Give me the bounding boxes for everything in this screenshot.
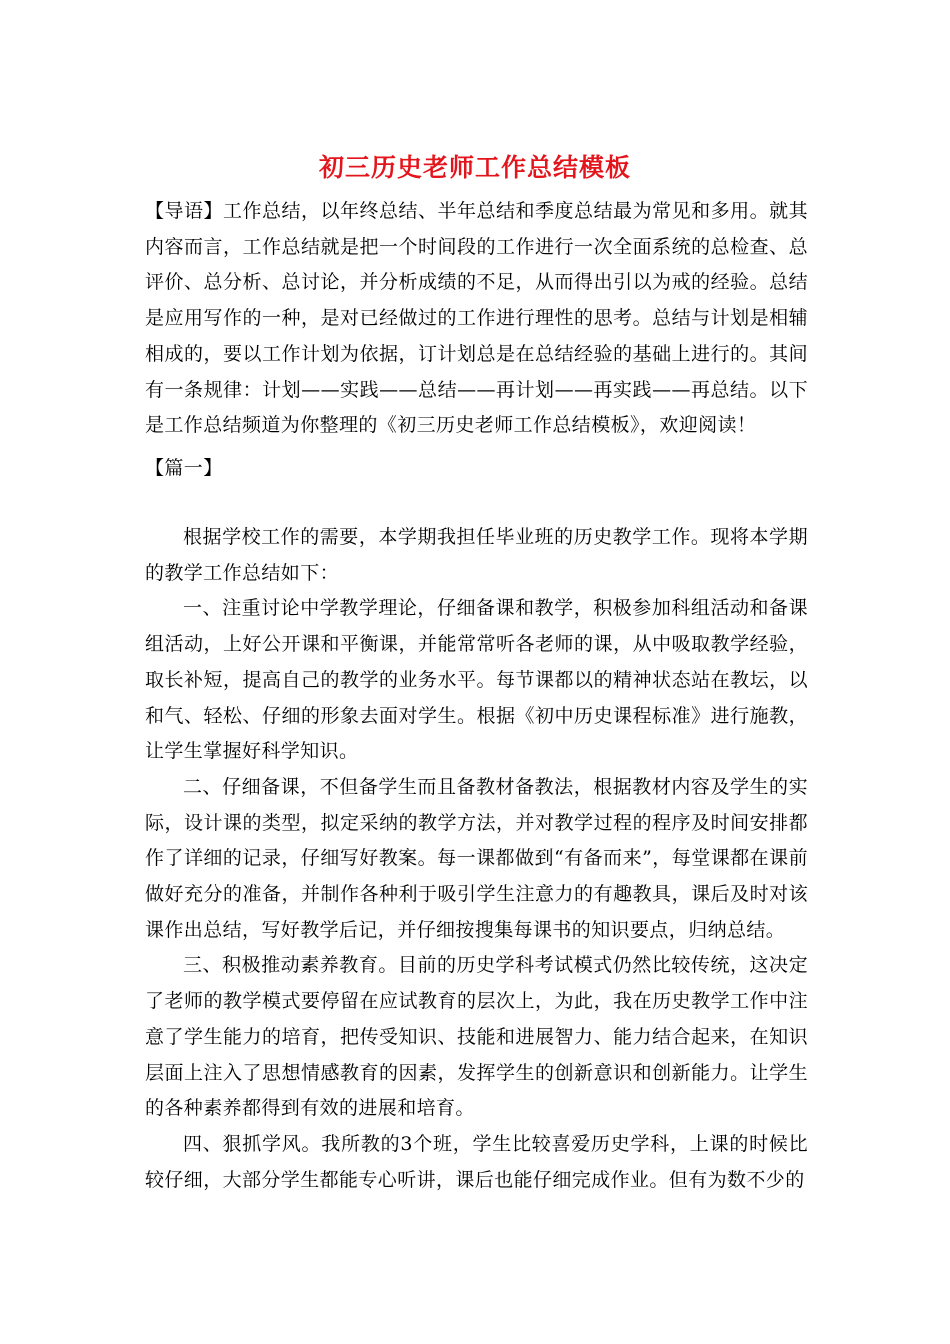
body-paragraph: 二、仔细备课，不但备学生而且备教材备教法，根据教材内容及学生的实际，设计课的类型，拟定采纳的教学方法，并对教学过程的程序及时间安排都作了详细的记录，仔细写好教案。每一课都做到“有备而来”，每堂课都在课前做好充分的准备，并制作各种利于吸引学生注意力的有趣教具，课后及时对该课作出总结，写好教学后记，并仔细按搜集每课书的知识要点，归纳总结。 [145, 775, 808, 941]
section-heading: 【篇一】 [145, 457, 223, 479]
body-paragraph: 根据学校工作的需要，本学期我担任毕业班的历史教学工作。现将本学期的教学工作总结如下： [145, 526, 808, 584]
body-paragraph: 一、注重讨论中学教学理论，仔细备课和教学，积极参加科组活动和备课组活动，上好公开课和平衡课，并能常常听各老师的课，从中吸取教学经验，取长补短，提高自己的教学的业务水平。每节课都以的精神状态站在教坛，以和气、轻松、仔细的形象去面对学生。根据《初中历史课程标准》进行施教，让学生掌握好科学知识。 [145, 597, 808, 763]
intro-paragraph: 【导语】工作总结，以年终总结、半年总结和季度总结最为常见和多用。就其内容而言，工作总结就是把一个时间段的工作进行一次全面系统的总检查、总评价、总分析、总讨论，并分析成绩的不足，从而得出引以为戒的经验。总结是应用写作的一种，是对已经做过的工作进行理性的思考。总结与计划是相辅相成的，要以工作计划为依据，订计划总是在总结经验的基础上进行的。其间有一条规律：计划——实践——总结——再计划——再实践——再总结。以下是工作总结频道为你整理的《初三历史老师工作总结模板》，欢迎阅读！ [145, 200, 808, 437]
document-title: 初三历史老师工作总结模板 [318, 153, 631, 182]
body-paragraph: 四、狠抓学风。我所教的3个班，学生比较喜爱历史学科，上课的时候比较仔细，大部分学生都能专心听讲，课后也能仔细完成作业。但有为数不少的 [145, 1132, 808, 1191]
body-text [145, 520, 808, 1198]
body-paragraph: 三、积极推动素养教育。目前的历史学科考试模式仍然比较传统，这决定了老师的教学模式要停留在应试教育的层次上，为此，我在历史教学工作中注意了学生能力的培育，把传受知识、技能和进展智力、能力结合起来，在知识层面上注入了思想情感教育的因素，发挥学生的创新意识和创新能力。让学生的各种素养都得到有效的进展和培育。 [145, 954, 808, 1120]
